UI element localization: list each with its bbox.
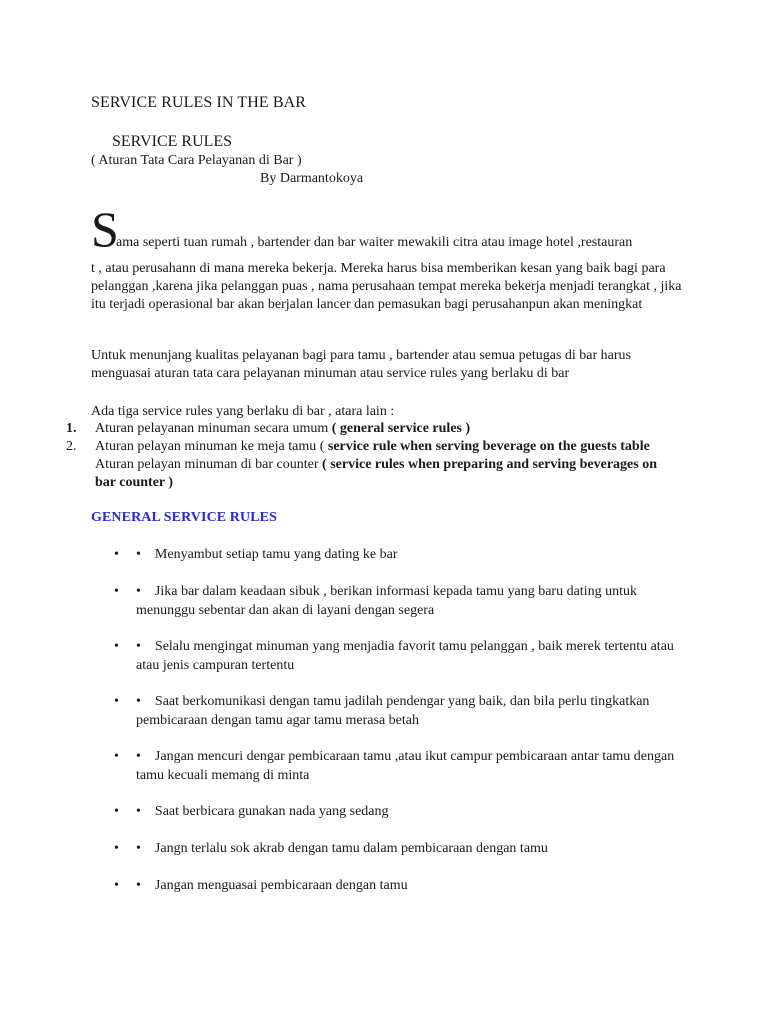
bullet-text: Jika bar dalam keadaan sibuk , berikan informasi kepada tamu yang baru dating untuk menunggu sebentar dan akan di layani dengan segera xyxy=(136,584,637,618)
bullet-marker: • xyxy=(114,547,119,562)
bullet-item xyxy=(114,876,694,895)
paragraph-3: Ada tiga service rules yang berlaku di bar , atara lain : xyxy=(91,404,395,419)
bullet-item xyxy=(114,839,694,858)
bullet-marker: • xyxy=(114,878,119,893)
document-subtitle: SERVICE RULES xyxy=(112,133,233,150)
paragraph-1-opening xyxy=(91,203,691,255)
author-line: By Darmantokoya xyxy=(260,171,364,186)
bullet-item xyxy=(114,582,694,620)
item-bold-text: ( general service rules ) xyxy=(331,421,471,436)
bullet-marker-inner: • xyxy=(136,547,141,562)
numbered-item xyxy=(66,420,666,438)
paragraph-2: Untuk menunjang kualitas pelayanan bagi para tamu , bartender atau semua petugas di bar harus menguasai aturan tata cara pelayanan minuman atau service rules yang berlaku di bar xyxy=(91,348,631,381)
bullet-text: Jangn terlalu sok akrab dengan tamu dalam pembicaraan dengan tamu xyxy=(154,841,548,856)
bullet-marker: • xyxy=(114,804,119,819)
item-bold-text: service rule when serving beverage on the guests table xyxy=(327,439,650,454)
numbered-list xyxy=(66,420,666,492)
bullet-marker-inner: • xyxy=(136,584,141,599)
bullet-text: Saat berbicara gunakan nada yang sedang xyxy=(154,804,389,819)
bullet-marker: • xyxy=(114,584,119,599)
bullet-marker-inner: • xyxy=(136,804,141,819)
bullet-marker-inner: • xyxy=(136,749,141,764)
item-text-continued: Aturan pelayan minuman di bar counter xyxy=(95,457,323,472)
subtitle-note: ( Aturan Tata Cara Pelayanan di Bar ) xyxy=(91,153,302,168)
bullet-text: Selalu mengingat minuman yang menjadia favorit tamu pelanggan , baik merek tertentu atau atau jenis campuran tertentu xyxy=(136,639,674,673)
bullet-marker-inner: • xyxy=(136,694,141,709)
bullet-item xyxy=(114,802,694,821)
bullet-marker-inner: • xyxy=(136,841,141,856)
bullet-marker: • xyxy=(114,749,119,764)
item-bold-text-continued: ( service rules when preparing and serving beverages on bar counter ) xyxy=(95,457,657,490)
bullet-text: Jangan menguasai pembicaraan dengan tamu xyxy=(154,878,408,893)
item-text: Aturan pelayan minuman ke meja tamu ( xyxy=(95,439,328,454)
item-text: Aturan pelayanan minuman secara umum xyxy=(95,421,332,436)
item-number: 1. xyxy=(66,421,77,436)
bullet-marker: • xyxy=(114,639,119,654)
bullet-marker-inner: • xyxy=(136,878,141,893)
paragraph-1-first-line: ama seperti tuan rumah , bartender dan bar waiter mewakili citra atau image hotel ,restauran xyxy=(116,235,633,250)
bullet-item xyxy=(114,545,694,564)
document-title: SERVICE RULES IN THE BAR xyxy=(91,94,307,111)
bullet-text: Jangan mencuri dengar pembicaraan tamu ,atau ikut campur pembicaraan antar tamu dengan tamu kecuali memang di minta xyxy=(136,749,675,783)
paragraph-1-body: t , atau perusahann di mana mereka bekerja. Mereka harus bisa memberikan kesan yang baik bagi para pelanggan ,karena jika pelanggan puas , nama perusahaan tempat mereka bekerja menjadi terangkat , jika itu terjadi operasional bar akan berjalan lancer dan pemasukan bagi perusahanpun akan meningkat xyxy=(91,261,682,312)
section-heading: GENERAL SERVICE RULES xyxy=(91,510,277,525)
drop-cap: S xyxy=(91,201,119,257)
bullet-marker: • xyxy=(114,841,119,856)
bullet-text: Saat berkomunikasi dengan tamu jadilah pendengar yang baik, dan bila perlu tingkatkan pembicaraan dengan tamu agar tamu merasa betah xyxy=(136,694,650,728)
item-number: 2. xyxy=(66,439,77,454)
bullet-item xyxy=(114,747,694,785)
bullet-item xyxy=(114,692,694,730)
bullet-marker: • xyxy=(114,694,119,709)
bullet-marker-inner: • xyxy=(136,639,141,654)
numbered-item xyxy=(66,438,666,492)
bullet-text: Menyambut setiap tamu yang dating ke bar xyxy=(154,547,398,562)
bullet-item xyxy=(114,637,694,675)
